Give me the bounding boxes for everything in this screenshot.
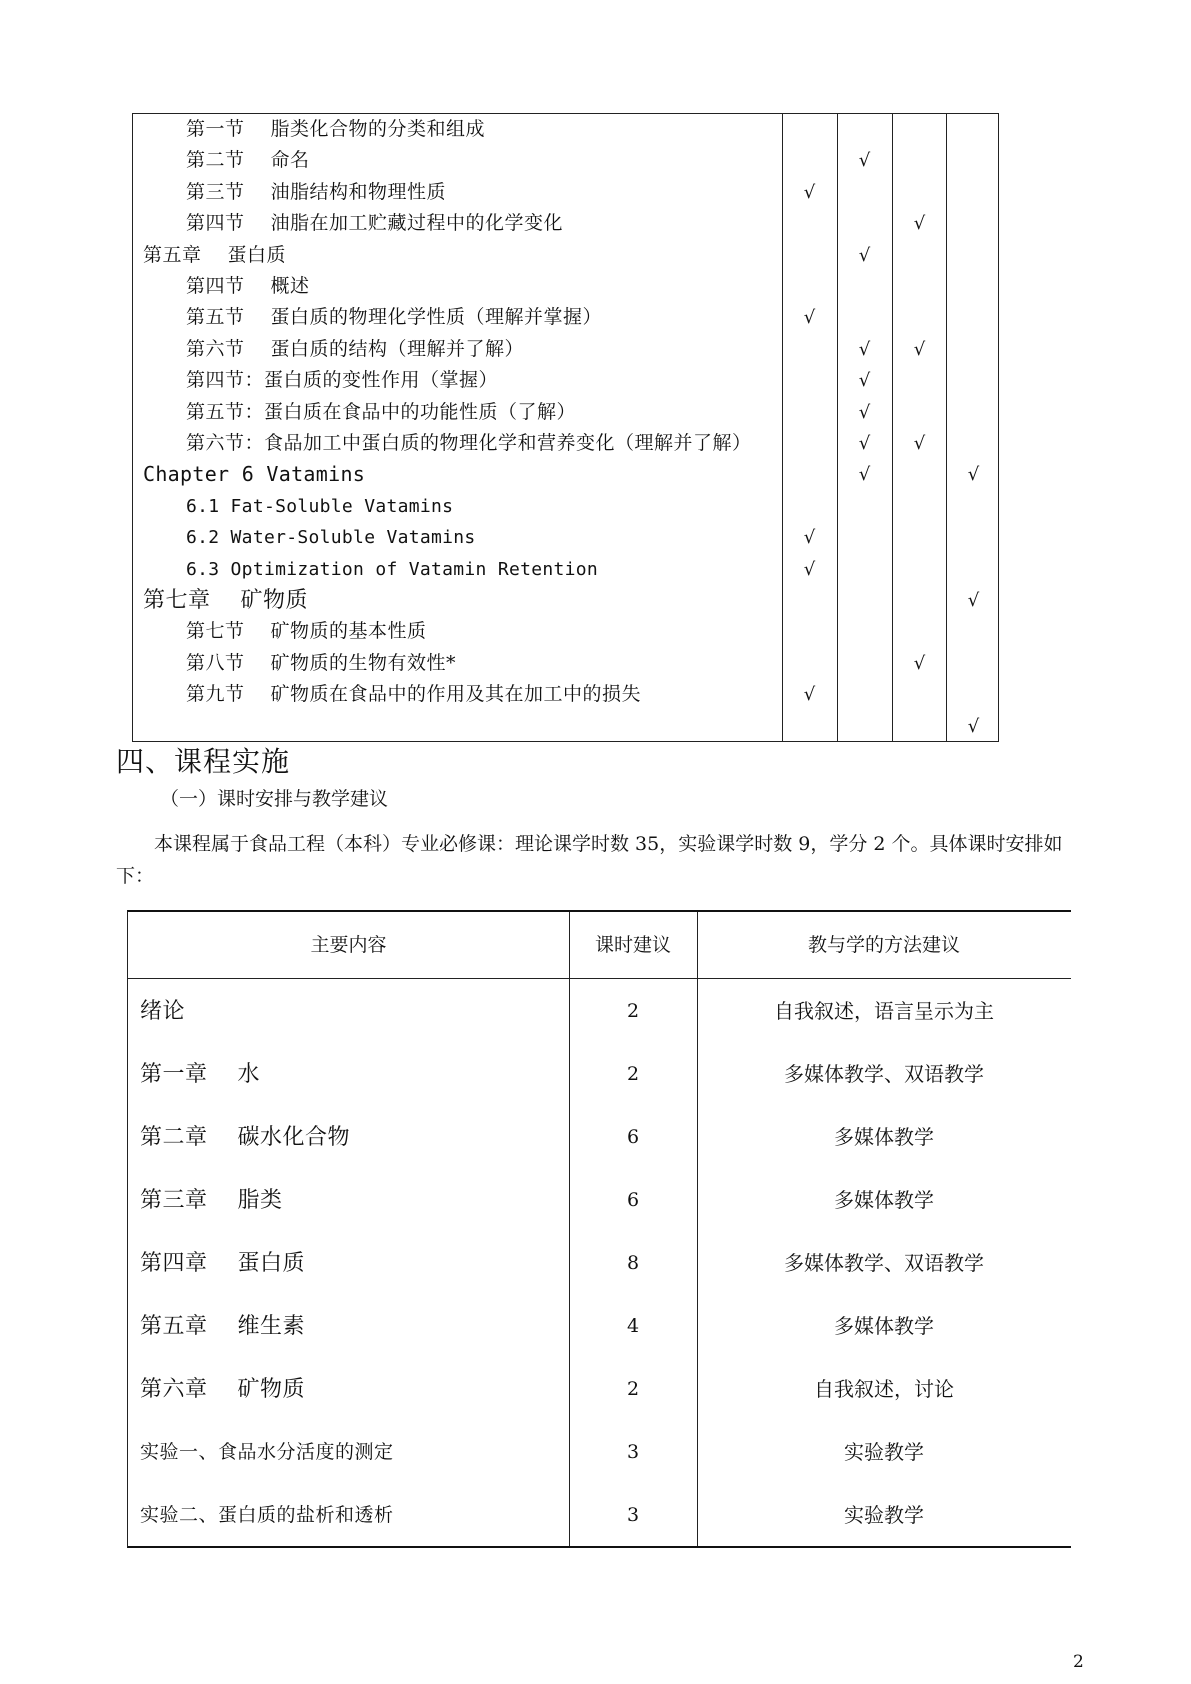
header-hours: 课时建议 [594,934,671,956]
outline-row [133,679,998,710]
cell-content: 第二章 碳水化合物 [140,1125,350,1150]
outline-label: 6.2 Water-Soluble Vatamins [186,527,476,549]
check-mark: √ [858,338,871,360]
cell-hours: 4 [626,1315,640,1337]
outline-row [133,145,998,176]
table-row [128,1358,1071,1421]
check-mark: √ [967,464,980,486]
check-mark: √ [858,401,871,423]
cell-hours: 3 [626,1504,640,1526]
outline-row [133,334,998,365]
outline-label: 第二节 命名 [186,149,310,172]
cell-content: 第五章 维生素 [140,1314,305,1339]
cell-hours: 2 [626,1063,640,1085]
check-mark: √ [803,307,816,329]
outline-label: 第六节 蛋白质的结构（理解并了解） [186,337,525,360]
outline-row [133,114,998,145]
check-mark: √ [858,150,871,172]
table-row [128,1295,1071,1358]
outline-label: 第四节 油脂在加工贮藏过程中的化学变化 [186,212,564,235]
outline-label: 第六节：食品加工中蛋白质的物理化学和营养变化（理解并了解） [186,432,752,454]
page-number: 2 [1073,1652,1084,1672]
cell-method: 多媒体教学 [834,1125,934,1149]
table-row [128,1421,1071,1484]
cell-content: 第六章 矿物质 [140,1377,305,1402]
cell-hours: 6 [626,1189,640,1211]
check-mark: √ [803,684,816,706]
cell-method: 多媒体教学、双语教学 [784,1251,984,1275]
check-mark: √ [913,213,926,235]
cell-hours: 2 [626,1378,640,1400]
check-mark: √ [913,338,926,360]
cell-content: 第三章 脂类 [140,1188,283,1213]
cell-method: 多媒体教学 [834,1188,934,1212]
cell-hours: 8 [626,1252,640,1274]
outline-label: 第九节 矿物质在食品中的作用及其在加工中的损失 [186,683,642,706]
sub-section-title: （一）课时安排与教学建议 [160,788,389,810]
outline-label: Chapter 6 Vatamins [143,462,366,487]
check-mark: √ [913,652,926,674]
outline-row [133,208,998,239]
outline-label: 第五章 蛋白质 [143,243,287,266]
table-row [128,1106,1071,1169]
outline-row [133,365,998,396]
outline-label: 6.3 Optimization of Vatamin Retention [186,558,599,580]
table-row [128,1232,1071,1295]
outline-row [133,177,998,208]
header-method: 教与学的方法建议 [807,934,960,956]
check-mark: √ [858,244,871,266]
outline-row [133,459,998,490]
outline-label: 第八节 矿物质的生物有效性* [186,651,457,674]
check-mark: √ [913,433,926,454]
outline-row [133,491,998,522]
outline-label: 6.1 Fat-Soluble Vatamins [186,495,454,517]
outline-row [133,428,998,459]
table-header-row [128,912,1071,979]
outline-row [133,711,998,742]
outline-row [133,302,998,333]
table-row [128,1169,1071,1232]
check-mark: √ [858,433,871,454]
schedule-table [127,910,1071,1548]
outline-label: 第五节 蛋白质的物理化学性质（理解并掌握） [186,306,603,329]
table-row [128,1484,1071,1547]
outline-label: 第三节 油脂结构和物理性质 [186,180,447,203]
outline-row [133,554,998,585]
outline-label: 第一节 脂类化合物的分类和组成 [186,118,486,140]
header-content: 主要内容 [310,934,387,956]
cell-content: 第一章 水 [140,1062,260,1087]
cell-method: 多媒体教学、双语教学 [784,1062,984,1086]
cell-hours: 3 [626,1441,640,1463]
check-mark: √ [858,464,871,486]
check-mark: √ [803,181,816,203]
outline-label: 第七章 矿物质 [143,588,308,613]
cell-method: 多媒体教学 [834,1314,934,1338]
check-mark: √ [803,527,816,549]
outline-label: 第四节 概述 [186,275,310,297]
cell-hours: 2 [626,1000,640,1022]
outline-label: 第四节：蛋白质的变性作用（掌握） [186,369,499,392]
cell-method: 自我叙述，讨论 [814,1377,954,1401]
table-row [128,980,1071,1043]
cell-hours: 6 [626,1126,640,1148]
check-mark: √ [858,370,871,392]
intro-paragraph: 本课程属于食品工程（本科）专业必修课：理论课学时数 35，实验课学时数 9，学分 2 个。具体课时安排如下： [116,833,1063,887]
section-title: 四、课程实施 [116,745,291,778]
outline-row [133,397,998,428]
outline-label: 第五节：蛋白质在食品中的功能性质（了解） [186,400,577,423]
check-mark: √ [967,715,980,737]
cell-content: 实验二、蛋白质的盐析和透析 [140,1504,394,1526]
outline-row [133,616,998,647]
check-mark: √ [803,558,816,580]
outline-row [133,240,998,271]
outline-table [132,113,999,742]
outline-row [133,585,998,616]
cell-method: 实验教学 [844,1440,924,1464]
cell-content: 绪论 [140,999,186,1024]
outline-label: 第七节 矿物质的基本性质 [186,620,427,643]
cell-method: 自我叙述，语言呈示为主 [774,999,994,1023]
table-row [128,1043,1071,1106]
cell-content: 实验一、食品水分活度的测定 [140,1441,394,1463]
outline-row [133,271,998,302]
check-mark: √ [967,590,980,611]
cell-method: 实验教学 [844,1503,924,1527]
cell-content: 第四章 蛋白质 [140,1251,305,1276]
outline-row [133,522,998,553]
outline-row [133,648,998,679]
